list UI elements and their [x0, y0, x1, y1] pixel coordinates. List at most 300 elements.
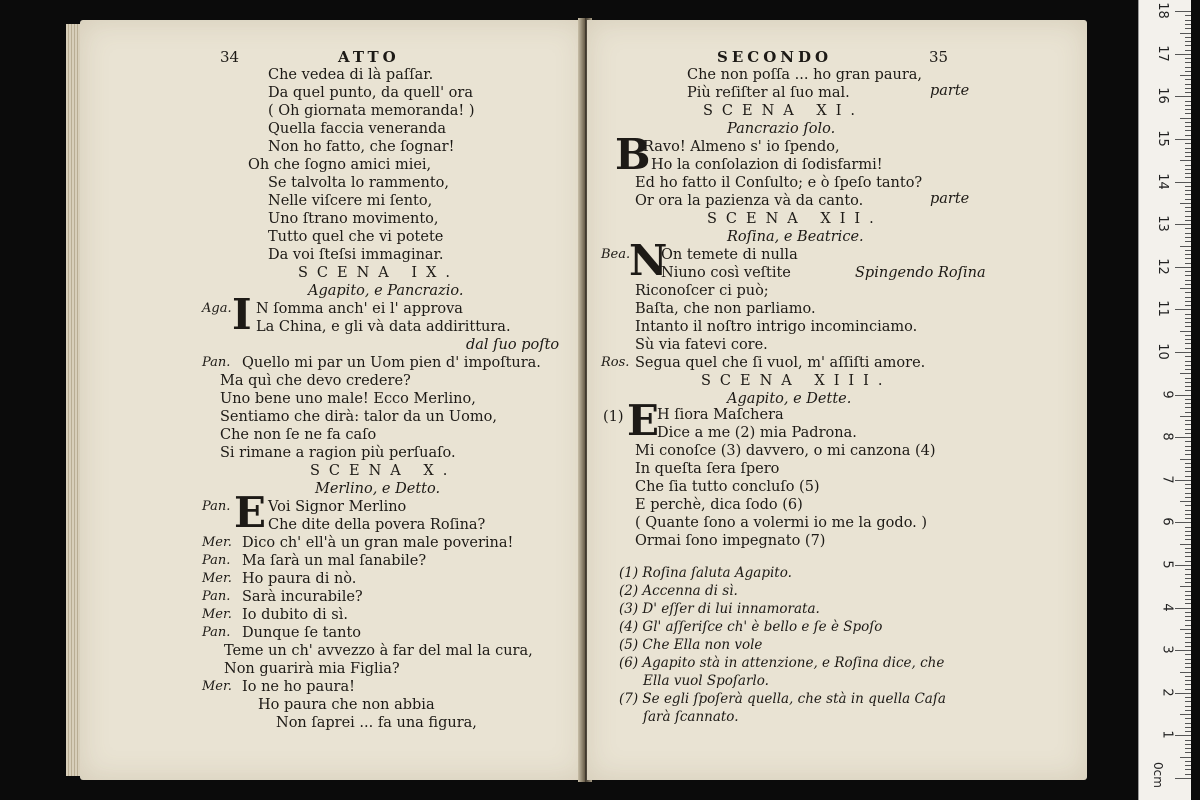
verse-line: Oh che ſogno amici miei, — [248, 157, 432, 173]
verse-line: Che vedea di là paſſar. — [268, 67, 434, 83]
verse-line: H ſiora Maſchera — [657, 407, 784, 423]
ruler-tick — [1185, 365, 1191, 366]
speaker-label: Pan. — [202, 553, 231, 568]
ruler-number: 7 — [1159, 475, 1175, 484]
ruler-tick — [1185, 37, 1191, 38]
verse-line: Non guarirà mia Figlia? — [224, 661, 400, 677]
ruler-tick — [1175, 96, 1191, 97]
ruler-tick — [1175, 735, 1191, 736]
ruler-tick — [1185, 199, 1191, 200]
ruler-tick — [1185, 28, 1191, 29]
ruler-tick — [1185, 539, 1191, 540]
ruler-tick — [1180, 714, 1191, 715]
ruler-tick — [1185, 556, 1191, 557]
ruler-tick — [1180, 416, 1191, 417]
ruler-tick — [1185, 603, 1191, 604]
verse-line: Teme un ch' avvezzo à far del mal la cura, — [224, 643, 533, 659]
ruler-tick — [1185, 84, 1191, 85]
ruler-tick — [1180, 373, 1191, 374]
ruler-tick — [1185, 216, 1191, 217]
left-page — [80, 20, 585, 780]
footnote: (4) Gl' aſſeriſce ch' è bello e ſe è Spoſo — [619, 619, 883, 635]
ruler-tick — [1185, 194, 1191, 195]
drop-cap: I — [232, 290, 252, 339]
stage-direction: Spingendo Roſina — [855, 265, 986, 281]
verse-line: Non ſaprei ... fa una figura, — [276, 715, 477, 731]
ruler-tick — [1185, 143, 1191, 144]
ruler-tick — [1180, 75, 1191, 76]
ruler-tick — [1185, 314, 1191, 315]
ruler-tick — [1175, 309, 1191, 310]
ruler-tick — [1175, 480, 1191, 481]
ruler-tick — [1180, 672, 1191, 673]
verse-line: Mi conoſce (3) davvero, o mi canzona (4) — [635, 443, 936, 459]
ruler-tick — [1185, 471, 1191, 472]
footnote: Ella vuol Spoſarlo. — [643, 673, 769, 689]
ruler-tick — [1185, 510, 1191, 511]
ruler-tick — [1185, 446, 1191, 447]
ruler-tick — [1185, 531, 1191, 532]
ruler-tick — [1185, 748, 1191, 749]
ruler-unit-label: 0cm — [1151, 762, 1166, 788]
ruler-tick — [1185, 326, 1191, 327]
ruler-number: 12 — [1155, 258, 1171, 275]
ruler-tick — [1185, 518, 1191, 519]
running-header-left: ATTO — [338, 48, 400, 66]
verse-line: Uno bene uno male! Ecco Merlino, — [220, 391, 476, 407]
footnote: (2) Accenna di sì. — [619, 583, 738, 599]
ruler-tick — [1180, 246, 1191, 247]
ruler-number: 17 — [1155, 45, 1171, 62]
ruler-tick — [1175, 139, 1191, 140]
ruler-tick — [1185, 484, 1191, 485]
ruler-tick — [1185, 582, 1191, 583]
ruler-tick — [1175, 693, 1191, 694]
ruler-number: 11 — [1155, 300, 1171, 318]
scene-characters: Roſina, e Beatrice. — [727, 229, 864, 245]
verse-line: Che ſia tutto concluſo (5) — [635, 479, 820, 495]
footnote: (1) Roſina ſaluta Agapito. — [619, 565, 792, 581]
ruler-tick — [1185, 424, 1191, 425]
ruler-tick — [1175, 182, 1191, 183]
verse-line: Uno ſtrano movimento, — [268, 211, 439, 227]
ruler-tick — [1185, 420, 1191, 421]
ruler-tick — [1185, 88, 1191, 89]
footnote-marker: (1) — [603, 409, 624, 425]
ruler-tick — [1185, 599, 1191, 600]
verse-line: Ho la conſolazion di ſodisfarmi! — [651, 157, 883, 173]
ruler-tick — [1185, 633, 1191, 634]
ruler-tick — [1185, 241, 1191, 242]
verse-line: Baſta, che non parliamo. — [635, 301, 816, 317]
ruler-tick — [1175, 608, 1191, 609]
ruler-tick — [1185, 297, 1191, 298]
ruler-tick — [1185, 548, 1191, 549]
ruler-tick — [1185, 237, 1191, 238]
verse-line: Che non ſe ne fa caſo — [220, 427, 377, 443]
ruler-tick — [1185, 684, 1191, 685]
ruler-tick — [1185, 335, 1191, 336]
ruler-tick — [1185, 284, 1191, 285]
ruler-tick — [1185, 659, 1191, 660]
ruler-tick — [1185, 45, 1191, 46]
ruler-tick — [1180, 629, 1191, 630]
ruler-tick — [1185, 561, 1191, 562]
verse-line: Dico ch' ell'à un gran male poverina! — [242, 535, 514, 551]
scene-heading: SCENA X. — [310, 463, 457, 479]
ruler-tick — [1185, 433, 1191, 434]
scene-heading: SCENA IX. — [298, 265, 460, 281]
speaker-label: Mer. — [202, 607, 232, 622]
verse-line: Da voi ſteſsi immaginar. — [268, 247, 444, 263]
ruler-tick — [1185, 616, 1191, 617]
ruler-tick — [1185, 723, 1191, 724]
speaker-label: Pan. — [202, 625, 231, 640]
ruler-tick — [1185, 697, 1191, 698]
ruler-tick — [1175, 778, 1191, 779]
verse-line: Quello mi par un Uom pien d' impoſtura. — [242, 355, 541, 371]
speaker-label: Pan. — [202, 355, 231, 370]
ruler-tick — [1185, 680, 1191, 681]
ruler-tick — [1185, 361, 1191, 362]
ruler-tick — [1185, 488, 1191, 489]
ruler-number: 18 — [1155, 2, 1171, 19]
ruler-tick — [1180, 118, 1191, 119]
footnote: (5) Che Ella non vole — [619, 637, 763, 653]
verse-line: Se talvolta lo rammento, — [268, 175, 450, 191]
ruler-tick — [1185, 761, 1191, 762]
ruler-tick — [1185, 271, 1191, 272]
ruler-tick — [1185, 706, 1191, 707]
verse-line: Segua quel che ſi vuol, m' aſſiſti amore. — [635, 355, 926, 371]
ruler-tick — [1185, 654, 1191, 655]
verse-line: Niuno così veſtite — [661, 265, 791, 281]
ruler-tick — [1185, 454, 1191, 455]
ruler-tick — [1185, 578, 1191, 579]
ruler-number: 3 — [1159, 645, 1175, 654]
ruler-tick — [1185, 301, 1191, 302]
ruler-tick — [1185, 620, 1191, 621]
scene-characters: Agapito, e Pancrazio. — [308, 283, 464, 299]
ruler-tick — [1185, 228, 1191, 229]
verse-line: Nelle viſcere mi ſento, — [268, 193, 433, 209]
verse-line: ( Quante ſono a volermi io me la godo. ) — [635, 515, 928, 531]
ruler-tick — [1185, 569, 1191, 570]
ruler-tick — [1185, 642, 1191, 643]
ruler-tick — [1185, 710, 1191, 711]
verse-line: Non ho fatto, che ſognar! — [268, 139, 455, 155]
verse-line: Ravo! Almeno s' io ſpendo, — [643, 139, 840, 155]
ruler-tick — [1185, 476, 1191, 477]
drop-cap: E — [627, 396, 660, 445]
verse-line: Sentiamo che dirà: talor da un Uomo, — [220, 409, 497, 425]
ruler-tick — [1185, 258, 1191, 259]
ruler-tick — [1185, 574, 1191, 575]
ruler-tick — [1185, 220, 1191, 221]
ruler-number: 9 — [1159, 389, 1175, 399]
ruler-tick — [1185, 497, 1191, 498]
ruler-tick — [1185, 177, 1191, 178]
ruler-tick — [1175, 522, 1191, 523]
ruler-tick — [1185, 689, 1191, 690]
ruler-tick — [1185, 493, 1191, 494]
speaker-label: Bea. — [601, 247, 631, 262]
ruler-tick — [1185, 207, 1191, 208]
ruler-number: 16 — [1155, 87, 1171, 105]
ruler-number: 14 — [1155, 172, 1171, 190]
ruler-tick — [1185, 348, 1191, 349]
page-number-right: 35 — [929, 48, 949, 66]
ruler-tick — [1185, 71, 1191, 72]
ruler-tick — [1185, 343, 1191, 344]
footnote: (3) D' eſſer di lui innamorata. — [619, 601, 820, 617]
ruler-tick — [1175, 54, 1191, 55]
ruler-tick — [1185, 126, 1191, 127]
ruler-tick — [1185, 339, 1191, 340]
ruler-number: 13 — [1155, 215, 1171, 232]
verse-line: Si rimane a ragion più perſuaſo. — [220, 445, 456, 461]
ruler-tick — [1185, 15, 1191, 16]
ruler-tick — [1185, 135, 1191, 136]
ruler-tick — [1185, 399, 1191, 400]
verse-line: Io dubito di sì. — [242, 607, 348, 623]
ruler-tick — [1185, 92, 1191, 93]
speaker-label: Mer. — [202, 535, 232, 550]
speaker-label: Mer. — [202, 571, 232, 586]
ruler-tick — [1180, 331, 1191, 332]
verse-line: E perchè, dica ſodo (6) — [635, 497, 803, 513]
open-book — [66, 14, 1100, 786]
ruler-tick — [1185, 463, 1191, 464]
measurement-ruler — [1138, 0, 1191, 800]
ruler-tick — [1185, 535, 1191, 536]
ruler-tick — [1185, 595, 1191, 596]
ruler-tick — [1185, 450, 1191, 451]
verse-line: Dunque ſe tanto — [242, 625, 362, 641]
verse-line: Dice a me (2) mia Padrona. — [657, 425, 857, 441]
drop-cap: N — [629, 236, 668, 285]
ruler-number: 10 — [1155, 343, 1171, 360]
verse-line: Che dite della povera Roſina? — [268, 517, 486, 533]
verse-line: Da quel punto, da quell' ora — [268, 85, 473, 101]
verse-line: In queſta ſera ſpero — [635, 461, 780, 477]
ruler-tick — [1185, 173, 1191, 174]
ruler-tick — [1175, 352, 1191, 353]
scene-heading: SCENA XIII. — [701, 373, 892, 389]
ruler-tick — [1185, 169, 1191, 170]
ruler-tick — [1185, 122, 1191, 123]
ruler-tick — [1185, 378, 1191, 379]
ruler-tick — [1185, 637, 1191, 638]
ruler-tick — [1175, 224, 1191, 225]
ruler-tick — [1185, 130, 1191, 131]
verse-line: Sù via fatevi core. — [635, 337, 768, 353]
page-number-left: 34 — [220, 48, 240, 66]
ruler-number: 5 — [1159, 560, 1175, 569]
speaker-label: Pan. — [202, 589, 231, 604]
stage-direction: parte — [930, 191, 970, 207]
ruler-tick — [1185, 429, 1191, 430]
ruler-tick — [1185, 505, 1191, 506]
ruler-tick — [1185, 322, 1191, 323]
ruler-tick — [1185, 113, 1191, 114]
ruler-tick — [1185, 263, 1191, 264]
ruler-tick — [1185, 280, 1191, 281]
scene-characters: Merlino, e Detto. — [315, 481, 441, 497]
ruler-tick — [1185, 552, 1191, 553]
verse-line: Sarà incurabile? — [242, 589, 363, 605]
ruler-tick — [1185, 407, 1191, 408]
verse-line: Ormai ſono impegnato (7) — [635, 533, 826, 549]
ruler-tick — [1175, 11, 1191, 12]
verse-line: Ho paura di nò. — [242, 571, 357, 587]
ruler-number: 2 — [1159, 688, 1175, 697]
ruler-tick — [1185, 769, 1191, 770]
verse-line: ( Oh giornata memoranda! ) — [268, 103, 475, 119]
scene-characters: Pancrazio ſolo. — [727, 121, 836, 137]
ruler-tick — [1185, 441, 1191, 442]
speaker-label: Pan. — [202, 499, 231, 514]
ruler-tick — [1185, 318, 1191, 319]
verse-line: Voi Signor Merlino — [268, 499, 407, 515]
ruler-tick — [1185, 727, 1191, 728]
verse-line: On temete di nulla — [661, 247, 798, 263]
speaker-label: Aga. — [202, 301, 232, 316]
verse-line: Riconoſcer ci può; — [635, 283, 769, 299]
ruler-tick — [1175, 565, 1191, 566]
ruler-tick — [1185, 24, 1191, 25]
ruler-tick — [1185, 731, 1191, 732]
ruler-tick — [1175, 650, 1191, 651]
ruler-tick — [1185, 467, 1191, 468]
ruler-tick — [1175, 267, 1191, 268]
ruler-number: 1 — [1159, 730, 1175, 740]
ruler-tick — [1185, 156, 1191, 157]
ruler-tick — [1185, 109, 1191, 110]
ruler-tick — [1185, 386, 1191, 387]
ruler-tick — [1185, 254, 1191, 255]
ruler-tick — [1185, 591, 1191, 592]
verse-line: La China, e gli và data addirittura. — [256, 319, 511, 335]
ruler-number: 15 — [1155, 130, 1171, 147]
verse-line: Quella faccia veneranda — [268, 121, 447, 137]
ruler-tick — [1185, 67, 1191, 68]
ruler-tick — [1180, 757, 1191, 758]
ruler-tick — [1185, 612, 1191, 613]
scene-heading: SCENA XII. — [707, 211, 883, 227]
ruler-tick — [1185, 101, 1191, 102]
ruler-tick — [1185, 58, 1191, 59]
speaker-label: Ros. — [601, 355, 630, 370]
verse-line: Or ora la pazienza và da canto. — [635, 193, 864, 209]
verse-line: Ma quì che devo credere? — [220, 373, 411, 389]
ruler-tick — [1185, 646, 1191, 647]
ruler-tick — [1185, 663, 1191, 664]
ruler-tick — [1185, 186, 1191, 187]
scene-heading: SCENA XI. — [703, 103, 865, 119]
ruler-tick — [1180, 33, 1191, 34]
ruler-tick — [1185, 356, 1191, 357]
verse-line: Più reſiſter al ſuo mal. — [687, 85, 850, 101]
verse-line: Tutto quel che vi potete — [268, 229, 444, 245]
verse-line: Ma ſarà un mal ſanabile? — [242, 553, 427, 569]
ruler-tick — [1185, 41, 1191, 42]
running-header-right: SECONDO — [717, 48, 833, 66]
ruler-tick — [1185, 382, 1191, 383]
ruler-tick — [1185, 527, 1191, 528]
ruler-tick — [1185, 718, 1191, 719]
ruler-tick — [1185, 275, 1191, 276]
ruler-tick — [1180, 501, 1191, 502]
ruler-tick — [1180, 586, 1191, 587]
ruler-tick — [1185, 62, 1191, 63]
ruler-number: 6 — [1159, 517, 1175, 527]
ruler-tick — [1185, 774, 1191, 775]
ruler-tick — [1185, 765, 1191, 766]
ruler-tick — [1185, 412, 1191, 413]
ruler-tick — [1185, 20, 1191, 21]
ruler-tick — [1185, 211, 1191, 212]
ruler-tick — [1185, 740, 1191, 741]
footnote: (6) Agapito stà in attenzione, e Roſina dice, che — [619, 655, 945, 671]
verse-line: Che non poſſa ... ho gran paura, — [687, 67, 923, 83]
ruler-tick — [1185, 105, 1191, 106]
footnote: (7) Se egli ſpoſerà quella, che stà in quella Caſa — [619, 691, 946, 707]
ruler-tick — [1185, 250, 1191, 251]
ruler-tick — [1185, 190, 1191, 191]
scene-characters: Agapito, e Dette. — [727, 391, 852, 407]
stage-direction: dal ſuo poſto — [466, 337, 560, 353]
footnote: ſarà ſcannato. — [643, 709, 739, 725]
ruler-tick — [1185, 390, 1191, 391]
ruler-number: 8 — [1159, 432, 1175, 441]
ruler-tick — [1185, 752, 1191, 753]
ruler-tick — [1185, 79, 1191, 80]
ruler-tick — [1175, 395, 1191, 396]
ruler-tick — [1185, 148, 1191, 149]
ruler-tick — [1180, 203, 1191, 204]
drop-cap: E — [234, 488, 267, 537]
ruler-number: 4 — [1159, 602, 1175, 612]
drop-cap: B — [615, 130, 651, 179]
stage-direction: parte — [930, 83, 970, 99]
verse-line: N ſomma anch' ei l' approva — [256, 301, 463, 317]
ruler-tick — [1185, 50, 1191, 51]
ruler-tick — [1185, 625, 1191, 626]
ruler-tick — [1180, 160, 1191, 161]
ruler-tick — [1185, 152, 1191, 153]
ruler-tick — [1185, 744, 1191, 745]
ruler-tick — [1185, 514, 1191, 515]
ruler-tick — [1185, 305, 1191, 306]
ruler-tick — [1185, 701, 1191, 702]
ruler-tick — [1175, 437, 1191, 438]
right-page — [587, 20, 1087, 780]
ruler-tick — [1180, 459, 1191, 460]
verse-line: Io ne ho paura! — [242, 679, 355, 695]
ruler-tick — [1185, 369, 1191, 370]
verse-line: Intanto il noſtro intrigo incominciamo. — [635, 319, 918, 335]
ruler-tick — [1185, 676, 1191, 677]
speaker-label: Mer. — [202, 679, 232, 694]
ruler-tick — [1180, 288, 1191, 289]
ruler-tick — [1185, 292, 1191, 293]
ruler-tick — [1185, 165, 1191, 166]
verse-line: Ed ho fatto il Conſulto; e ò ſpeſo tanto? — [635, 175, 923, 191]
ruler-tick — [1180, 544, 1191, 545]
ruler-tick — [1185, 667, 1191, 668]
verse-line: Ho paura che non abbia — [258, 697, 435, 713]
